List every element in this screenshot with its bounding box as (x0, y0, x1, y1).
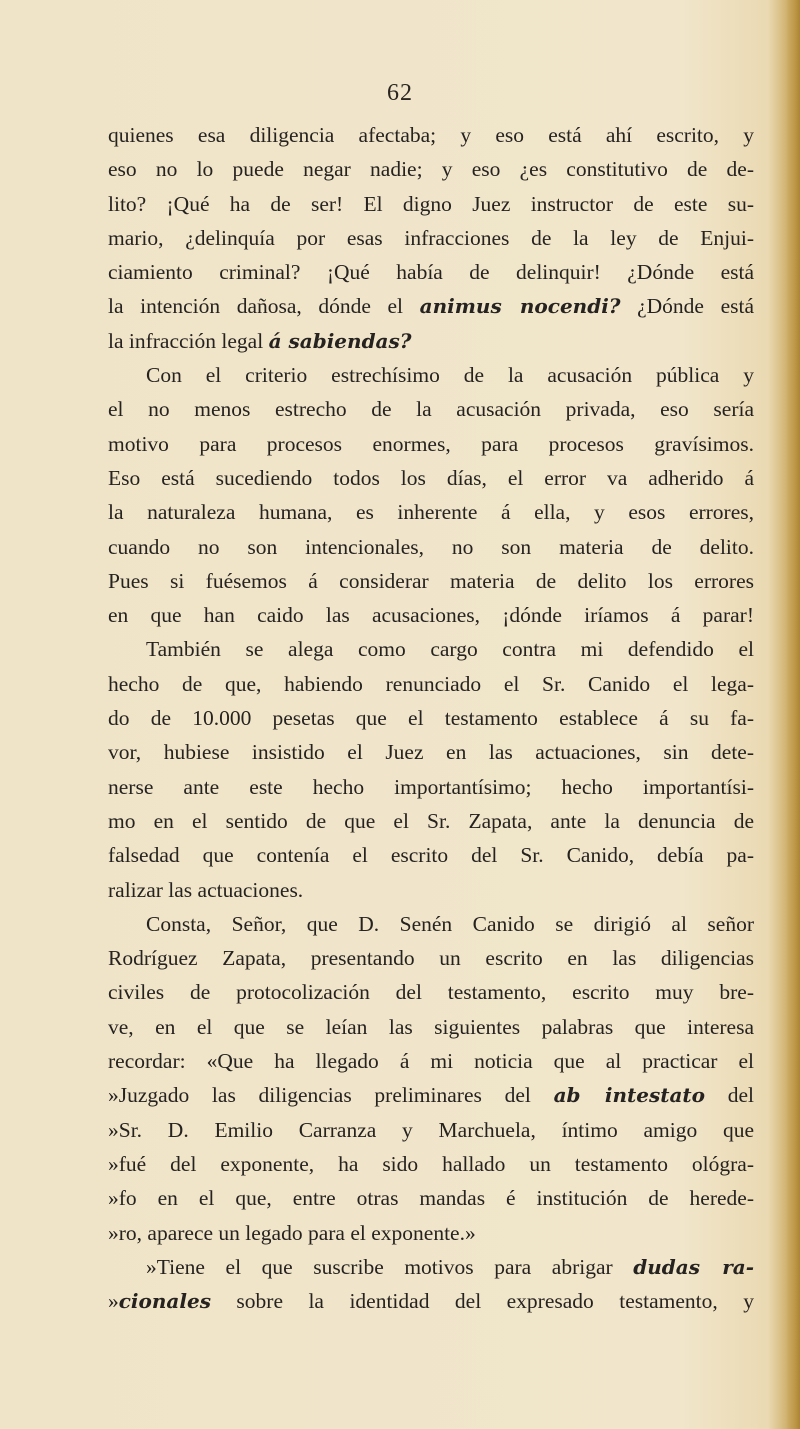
latin-phrase: ab intestato (553, 1083, 705, 1108)
text-line: »Juzgado las diligencias preliminares del ab intestato del (108, 1083, 754, 1108)
page-number: 62 (387, 80, 413, 106)
text-line: »Sr. D. Emilio Carranza y Marchuela, íntimo amigo que (108, 1117, 754, 1142)
paragraph-start: También se alega como cargo contra mi defendido el (146, 637, 754, 662)
text-line: Eso está sucediendo todos los días, el error va adherido á (108, 465, 754, 490)
text-line: do de 10.000 pesetas que el testamento establece á su fa- (108, 706, 754, 731)
text-line: Pues si fuésemos á considerar materia de delito los errores (108, 568, 754, 593)
paragraph-start: Con el criterio estrechísimo de la acusación pública y (146, 363, 754, 388)
paragraph-start: Consta, Señor, que D. Senén Canido se dirigió al señor (146, 911, 754, 936)
text-line: ralizar las actuaciones. (108, 877, 304, 902)
text-line: motivo para procesos enormes, para procesos gravísimos. (108, 431, 754, 456)
text-line: el no menos estrecho de la acusación privada, eso sería (108, 397, 754, 422)
text-line: quienes esa diligencia afectaba; y eso está ahí escrito, y (108, 123, 754, 147)
text-line: Rodríguez Zapata, presentando un escrito en las diligencias (108, 946, 754, 971)
text-line: civiles de protocolización del testamento, escrito muy bre- (108, 980, 754, 1005)
latin-phrase: á sabiendas? (268, 328, 412, 353)
body-text (108, 118, 754, 1318)
paragraph-start: »Tiene el que suscribe motivos para abrigar dudas ra- (146, 1254, 754, 1279)
text-line: la intención dañosa, dónde el animus nocendi? ¿Dónde está (108, 294, 754, 319)
text-line: ciamiento criminal? ¡Qué había de delinquir! ¿Dónde está (108, 260, 754, 285)
text-line: »fué del exponente, ha sido hallado un testamento ológra- (108, 1151, 754, 1176)
latin-phrase: animus nocendi? (419, 294, 621, 319)
emphasis-phrase: dudas ra- (633, 1254, 754, 1279)
text-line: eso no lo puede negar nadie; y eso ¿es constitutivo de de- (108, 157, 754, 182)
text-line: lito? ¡Qué ha de ser! El digno Juez instructor de este su- (108, 191, 754, 216)
text-line: falsedad que contenía el escrito del Sr. Canido, debía pa- (108, 843, 754, 868)
text-line: la infracción legal á sabiendas? (108, 328, 412, 353)
text-line: mo en el sentido de que el Sr. Zapata, ante la denuncia de (108, 808, 754, 833)
text-line: ve, en el que se leían las siguientes palabras que interesa (108, 1014, 754, 1039)
text-line: cuando no son intencionales, no son materia de delito. (108, 534, 754, 559)
text-line: hecho de que, habiendo renunciado el Sr. Canido el lega- (108, 671, 754, 696)
text-line: mario, ¿delinquía por esas infracciones de la ley de Enjui- (108, 225, 754, 250)
emphasis-phrase: cionales (118, 1289, 211, 1314)
text-line: »ro, aparece un legado para el exponente.» (108, 1220, 476, 1245)
text-line: recordar: «Que ha llegado á mi noticia que al practicar el (108, 1049, 754, 1074)
text-line: en que han caido las acusaciones, ¡dónde iríamos á parar! (108, 603, 754, 628)
text-line: »fo en el que, entre otras mandas é institución de herede- (108, 1186, 754, 1211)
text-line: »cionales sobre la identidad del expresado testamento, y (108, 1289, 754, 1314)
text-line: la naturaleza humana, es inherente á ella, y esos errores, (108, 500, 754, 525)
page-edge (786, 0, 800, 1429)
text-line: vor, hubiese insistido el Juez en las actuaciones, sin dete- (108, 740, 754, 765)
text-line: nerse ante este hecho importantísimo; hecho importantísi- (108, 774, 754, 799)
